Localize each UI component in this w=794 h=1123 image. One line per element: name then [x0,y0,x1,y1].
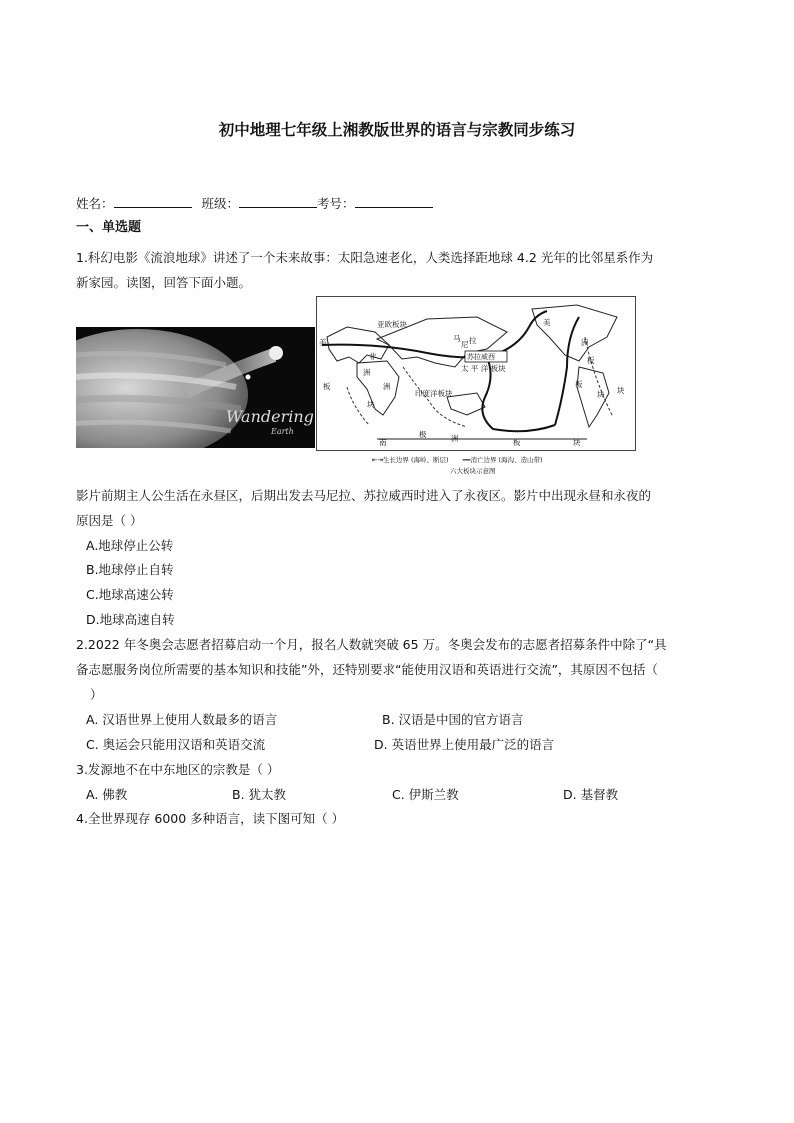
id-blank[interactable] [355,195,433,208]
q2-option-c[interactable]: C. 奥运会只能用汉语和英语交流 [86,737,266,752]
q1-option-a[interactable]: A.地球停止公转 [86,538,174,553]
q2-line1: 2.2022 年冬奥会志愿者招募启动一个月，报名人数就突破 65 万。冬奥会发布的志愿者招募条件中除了“具 [76,637,667,652]
label-antarctic-3: 洲 [451,434,459,443]
label-america-3: 板 [587,356,595,365]
q1-stem-line1: 1.科幻电影《流浪地球》讲述了一个未来故事：太阳急速老化，人类选择距地球 4.2 光年的比邻星系作为 [76,250,654,265]
map-caption: 六大板块示意图 [450,467,496,475]
label-america-west: 美 [319,338,327,347]
label-america-2: 洲 [581,338,589,347]
jupiter-illustration [76,327,315,448]
label-america-6: 块 [617,386,625,395]
q2-line2: 备志愿服务岗位所需要的基本知识和技能”外，还特别要求“能使用汉语和英语进行交流”，其原因不包括（ [76,662,658,677]
six-plates-map [316,296,636,451]
page-title: 初中地理七年级上湘教版世界的语言与宗教同步练习 [218,120,576,139]
label-africa-2: 洲 [363,368,371,377]
section-heading: 一、单选题 [76,220,142,235]
q3-option-a[interactable]: A. 佛教 [86,787,128,802]
wandering-earth-photo [76,327,315,448]
label-sulawesi: 苏拉威西 [467,353,495,361]
class-label: 班级： [201,196,240,211]
q1-sub-line1: 影片前期主人公生活在永昼区，后期出发去马尼拉、苏拉威西时进入了永夜区。影片中出现永昼和永夜的 [76,488,652,503]
label-africa-4: 块 [367,400,375,409]
q2-option-d[interactable]: D. 英语世界上使用最广泛的语言 [374,737,555,752]
legend-subduction: 消亡边界 (海沟、造山带) [470,456,543,464]
label-eurasian-plate: 亚欧板块 [377,320,407,329]
q1-option-b[interactable]: B.地球停止自转 [86,562,174,577]
q2-option-b[interactable]: B. 汉语是中国的官方语言 [382,712,524,727]
photo-text-wandering: Wandering [226,407,314,426]
id-label: 考号： [317,196,355,211]
label-pacific-plate: 太 平 洋 板块 [461,364,506,373]
label-africa-3: 板 [323,382,331,391]
q1-stem-line2: 新家园。读图，回答下面小题。 [76,275,252,290]
q3-option-b[interactable]: B. 犹太教 [232,787,287,802]
q3-option-d[interactable]: D. 基督教 [563,787,619,802]
q1-sub-line2: 原因是（ ） [76,513,143,528]
label-antarctic-1: 南 [379,438,387,447]
legend-growth: 生长边界 (海岭、断层) [382,456,449,464]
q4-stem: 4.全世界现存 6000 多种语言，读下图可知（ ） [76,811,345,826]
map-legend: ⇤⇥生长边界 (海岭、断层) ━━消亡边界 (海沟、造山带) [372,456,543,464]
label-manila-3: 拉 [469,336,477,345]
plate-map-graphic [317,297,635,450]
q2-option-a[interactable]: A. 汉语世界上使用人数最多的语言 [86,712,278,727]
q3-stem: 3.发源地不在中东地区的宗教是（ ） [76,762,280,777]
q2-line3: ） [90,687,103,702]
name-label: 姓名： [76,196,114,211]
label-america-4: 块 [597,390,605,399]
name-blank[interactable] [114,195,192,208]
photo-text-earth: Earth [271,427,294,436]
label-america-5: 板 [575,380,583,389]
class-blank[interactable] [239,195,317,208]
q3-option-c[interactable]: C. 伊斯兰教 [392,787,459,802]
label-antarctic-2: 极 [419,430,427,439]
label-indian-plate: 印度洋板块 [415,389,453,398]
label-africa-5: 洲 [383,382,391,391]
student-info-row [76,195,433,211]
label-america-1: 美 [543,318,551,327]
label-manila-2: 尼 [461,340,469,349]
label-africa-1: 非 [369,352,377,361]
q1-option-c[interactable]: C.地球高速公转 [86,587,174,602]
label-antarctic-4: 板 [513,438,521,447]
label-antarctic-5: 块 [573,438,581,447]
q1-option-d[interactable]: D.地球高速自转 [86,612,175,627]
label-manila-1: 马 [453,334,461,343]
